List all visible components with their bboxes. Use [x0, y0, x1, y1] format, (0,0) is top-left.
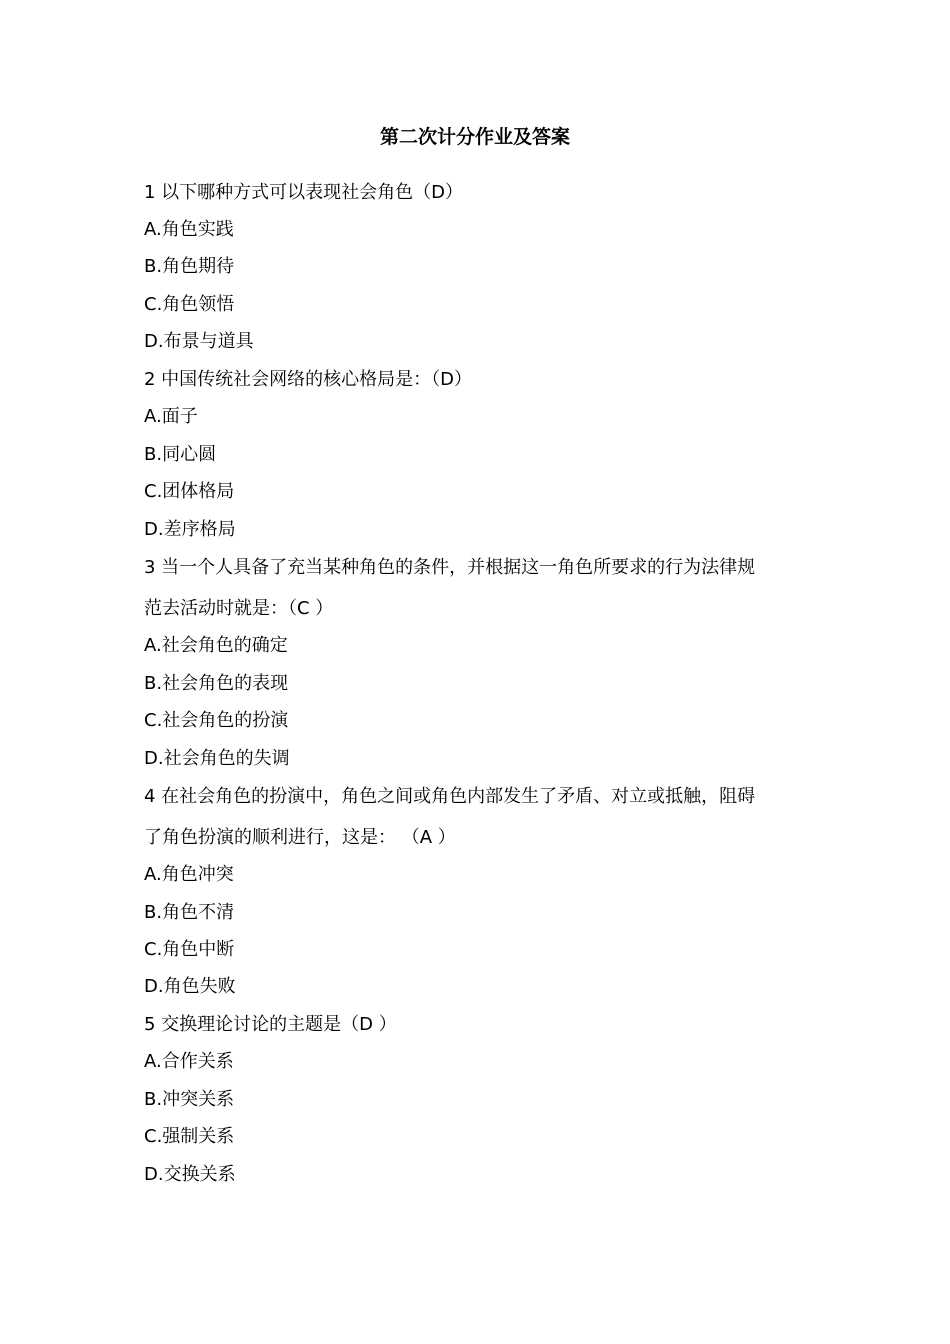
question-2-text: 2 中国传统社会网络的核心格局是：（D）: [144, 369, 473, 390]
question-1-text: 1 以下哪种方式可以表现社会角色（D）: [144, 182, 464, 203]
question-1-option-a: A.角色实践: [144, 219, 234, 240]
question-3-option-a: A.社会角色的确定: [144, 635, 288, 656]
question-5-option-c: C.强制关系: [144, 1126, 235, 1147]
question-4-text-line-1: 4 在社会角色的扮演中，角色之间或角色内部发生了矛盾、对立或抵触，阻碍: [144, 786, 756, 807]
question-2-option-d: D.差序格局: [144, 519, 236, 540]
question-2-option-b: B.同心圆: [144, 444, 217, 465]
question-3-option-d: D.社会角色的失调: [144, 748, 290, 769]
question-4-option-d: D.角色失败: [144, 976, 236, 997]
question-4-option-b: B.角色不清: [144, 902, 235, 923]
question-4-option-c: C.角色中断: [144, 939, 235, 960]
question-4-option-a: A.角色冲突: [144, 864, 234, 885]
question-1-option-d: D.布景与道具: [144, 331, 254, 352]
question-5-text: 5 交换理论讨论的主题是（D ）: [144, 1014, 397, 1035]
question-3-option-b: B.社会角色的表现: [144, 673, 289, 694]
question-1-option-c: C.角色领悟: [144, 294, 235, 315]
question-2-option-a: A.面子: [144, 406, 198, 427]
question-3-option-c: C.社会角色的扮演: [144, 710, 289, 731]
question-2-option-c: C.团体格局: [144, 481, 235, 502]
question-4-text-line-2: 了角色扮演的顺利进行，这是： （A ）: [144, 827, 456, 848]
question-5-option-b: B.冲突关系: [144, 1089, 235, 1110]
question-5-option-d: D.交换关系: [144, 1164, 236, 1185]
question-3-text-line-1: 3 当一个人具备了充当某种角色的条件，并根据这一角色所要求的行为法律规: [144, 557, 756, 578]
question-5-option-a: A.合作关系: [144, 1051, 234, 1072]
page-title: 第二次计分作业及答案: [379, 126, 570, 148]
question-1-option-b: B.角色期待: [144, 256, 235, 277]
question-3-text-line-2: 范去活动时就是：（C ）: [144, 598, 334, 619]
